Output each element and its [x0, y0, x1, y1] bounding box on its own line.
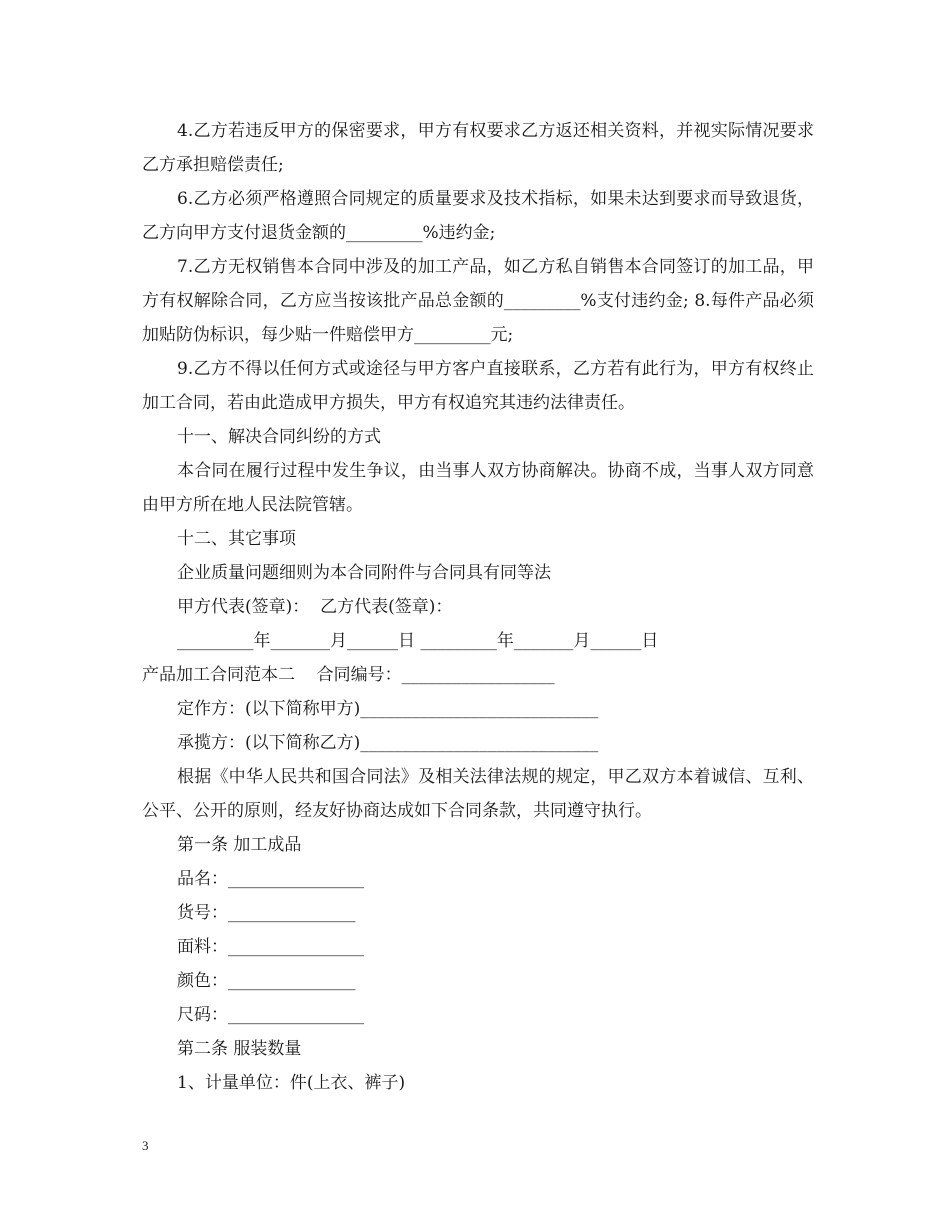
contract-title-and-number: 产品加工合同范本二 合同编号：__________________ [142, 665, 555, 685]
article-2-heading: 第二条 服装数量 [177, 1039, 302, 1059]
item-number-field: 货号：_______________ [177, 903, 356, 923]
signature-dates: _________年_______月______日 _________年_______月______日 [177, 631, 659, 651]
clause-7-8-sales-and-labels: 7.乙方无权销售本合同中涉及的加工产品，如乙方私自销售本合同签订的加工品，甲方有权解除合同，乙方应当按该批产品总金额的_________%支付违约金; 8.每件产品必须加贴防伪标识，每少贴一件赔偿甲方_________元; [142, 257, 814, 345]
clause-6-quality-penalty: 6.乙方必须严格遵照合同规定的质量要求及技术指标，如果未达到要求而导致退货，乙方向甲方支付退货金额的_________%违约金; [142, 189, 814, 243]
section-11-text: 本合同在履行过程中发生争议，由当事人双方协商解决。协商不成，当事人双方同意由甲方所在地人民法院管辖。 [142, 461, 814, 515]
preamble: 根据《中华人民共和国合同法》及相关法律法规的规定，甲乙双方本着诚信、互利、公平、公开的原则，经友好协商达成如下合同条款，共同遵守执行。 [142, 767, 814, 821]
party-a-field: 定作方：(以下简称甲方)____________________________ [177, 699, 599, 719]
article-1-heading: 第一条 加工成品 [177, 835, 302, 855]
clause-9-client-contact: 9.乙方不得以任何方式或途径与甲方客户直接联系，乙方若有此行为，甲方有权终止加工合同，若由此造成甲方损失，甲方有权追究其违约法律责任。 [142, 359, 814, 413]
section-12-text: 企业质量问题细则为本合同附件与合同具有同等法 [177, 563, 551, 583]
fabric-field: 面料：________________ [177, 937, 364, 957]
size-field: 尺码：________________ [177, 1005, 364, 1025]
section-12-heading: 十二、其它事项 [177, 529, 296, 549]
product-name-field: 品名：________________ [177, 869, 364, 889]
color-field: 颜色：_______________ [177, 971, 356, 991]
unit-of-measure: 1、计量单位：件(上衣、裤子) [177, 1073, 406, 1093]
clause-4-confidentiality-breach: 4.乙方若违反甲方的保密要求，甲方有权要求乙方返还相关资料，并视实际情况要求乙方承担赔偿责任; [142, 121, 814, 175]
party-b-field: 承揽方：(以下简称乙方)____________________________ [177, 733, 599, 753]
signature-representatives: 甲方代表(签章)： 乙方代表(签章)： [177, 597, 453, 617]
section-11-heading: 十一、解决合同纠纷的方式 [177, 427, 381, 447]
document-body [142, 114, 814, 1100]
page-number: 3 [142, 1138, 149, 1153]
